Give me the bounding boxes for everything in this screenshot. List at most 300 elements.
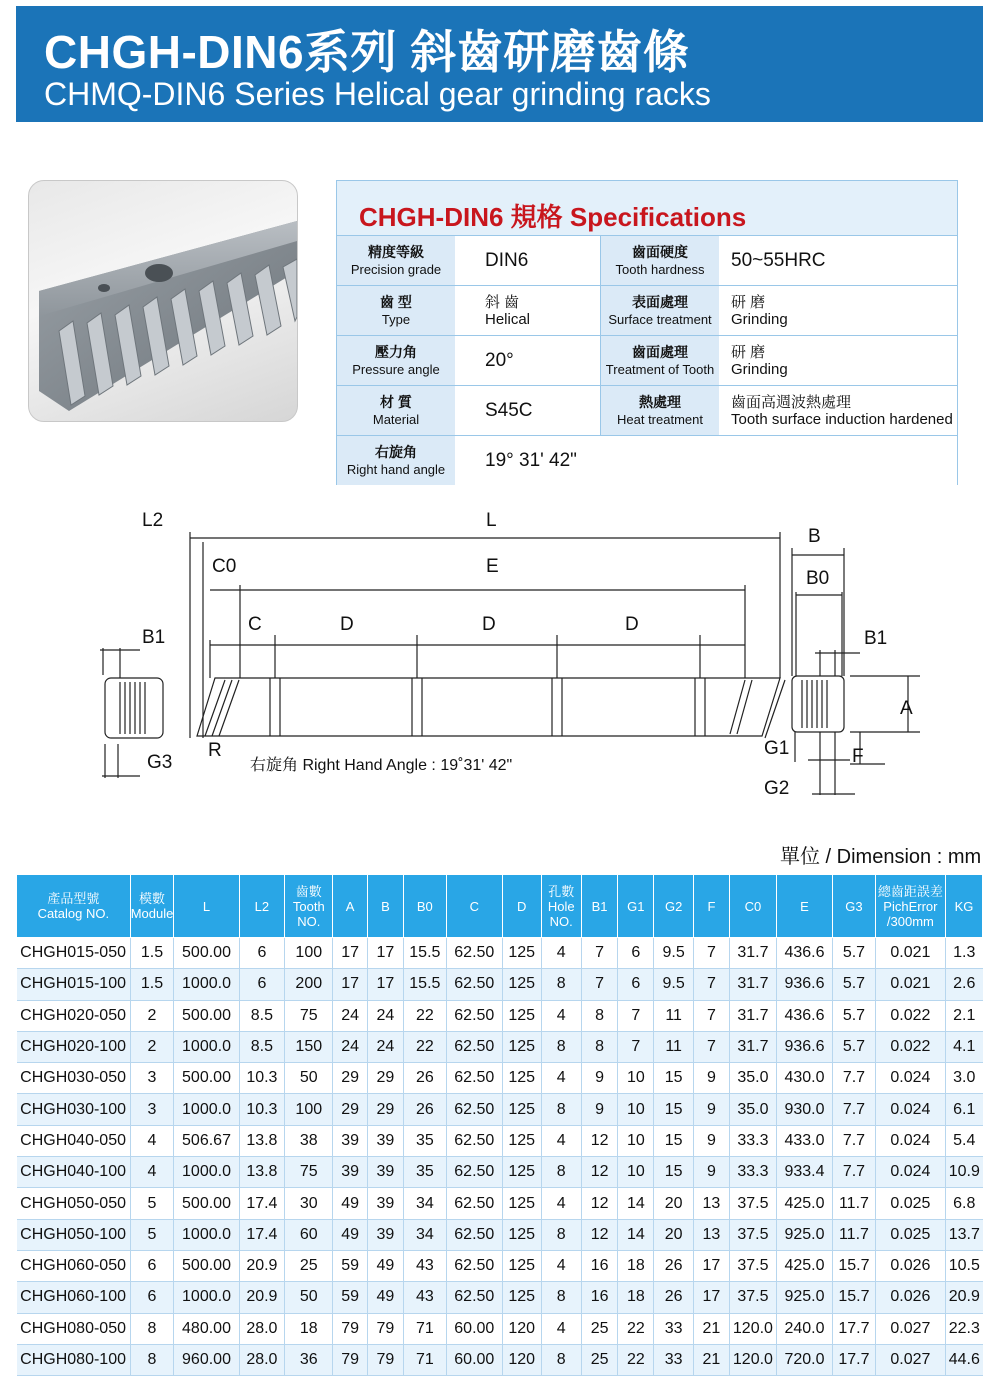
spec-label-en: Treatment of Tooth bbox=[605, 361, 715, 377]
table-cell: 22.3 bbox=[946, 1313, 983, 1344]
table-cell: 1000.0 bbox=[174, 1282, 239, 1313]
table-cell: 9 bbox=[693, 1125, 729, 1156]
table-cell: 1.3 bbox=[946, 938, 983, 969]
dim-label-l: L bbox=[486, 510, 497, 531]
table-row bbox=[17, 1282, 983, 1313]
table-cell: 7 bbox=[693, 1031, 729, 1062]
table-cell: 10.5 bbox=[946, 1250, 983, 1281]
table-cell: 925.0 bbox=[776, 1282, 832, 1313]
table-cell: 12 bbox=[581, 1188, 617, 1219]
table-row bbox=[17, 969, 983, 1000]
table-cell: 2 bbox=[130, 1000, 174, 1031]
table-cell: 62.50 bbox=[446, 1157, 502, 1188]
spec-label-en: Type bbox=[381, 311, 411, 327]
catalog-number-cell: CHGH030-050 bbox=[17, 1063, 131, 1094]
table-cell: 34 bbox=[404, 1219, 447, 1250]
table-cell: 0.027 bbox=[875, 1313, 945, 1344]
table-cell: 3 bbox=[130, 1063, 174, 1094]
table-cell: 10 bbox=[618, 1125, 654, 1156]
table-cell: 37.5 bbox=[730, 1219, 777, 1250]
table-cell: 29 bbox=[367, 1094, 403, 1125]
table-cell: 35.0 bbox=[730, 1063, 777, 1094]
table-cell: 933.4 bbox=[776, 1157, 832, 1188]
table-cell: 13.8 bbox=[239, 1157, 284, 1188]
table-cell: 8.5 bbox=[239, 1031, 284, 1062]
table-cell: 34 bbox=[404, 1188, 447, 1219]
table-cell: 10 bbox=[618, 1063, 654, 1094]
table-cell: 4 bbox=[541, 1000, 581, 1031]
table-cell: 0.024 bbox=[875, 1157, 945, 1188]
table-cell: 436.6 bbox=[776, 1000, 832, 1031]
table-cell: 14 bbox=[618, 1219, 654, 1250]
table-cell: 26 bbox=[404, 1094, 447, 1125]
dim-label-c: C bbox=[248, 614, 262, 635]
table-cell: 22 bbox=[618, 1344, 654, 1375]
table-cell: 21 bbox=[693, 1313, 729, 1344]
table-cell: 17.7 bbox=[833, 1344, 876, 1375]
table-cell: 0.027 bbox=[875, 1344, 945, 1375]
spec-label: 壓力角 bbox=[375, 343, 417, 360]
catalog-number-cell: CHGH015-100 bbox=[17, 969, 131, 1000]
spec-row bbox=[337, 386, 957, 436]
table-cell: 39 bbox=[333, 1125, 367, 1156]
spec-label: 齒面硬度 bbox=[632, 243, 688, 260]
dim-label-g2: G2 bbox=[764, 778, 790, 799]
table-cell: 960.00 bbox=[174, 1344, 239, 1375]
dimension-table bbox=[16, 874, 983, 1376]
table-cell: 125 bbox=[502, 1000, 541, 1031]
table-cell: 10 bbox=[618, 1157, 654, 1188]
column-header: C0 bbox=[730, 875, 777, 938]
column-header: 總齒距誤差 PichError /300mm bbox=[875, 875, 945, 938]
table-cell: 6.1 bbox=[946, 1094, 983, 1125]
column-header: 產品型號 Catalog NO. bbox=[17, 875, 131, 938]
spec-value: 50~55HRC bbox=[719, 236, 957, 286]
table-cell: 125 bbox=[502, 1031, 541, 1062]
table-cell: 3 bbox=[130, 1094, 174, 1125]
page-header bbox=[16, 6, 983, 122]
table-cell: 39 bbox=[367, 1188, 403, 1219]
table-cell: 12 bbox=[581, 1125, 617, 1156]
dim-label-a: A bbox=[900, 698, 913, 719]
table-cell: 62.50 bbox=[446, 1125, 502, 1156]
table-cell: 6 bbox=[618, 938, 654, 969]
table-cell: 29 bbox=[367, 1063, 403, 1094]
table-cell: 62.50 bbox=[446, 1063, 502, 1094]
table-cell: 15.5 bbox=[404, 969, 447, 1000]
spec-value: 斜 齒 bbox=[485, 293, 520, 311]
column-header: G2 bbox=[654, 875, 693, 938]
column-header: G1 bbox=[618, 875, 654, 938]
dim-label-d: D bbox=[340, 614, 354, 635]
spec-label: 右旋角 bbox=[375, 443, 417, 460]
page-subtitle: CHMQ-DIN6 Series Helical gear grinding racks bbox=[44, 76, 711, 112]
column-header: F bbox=[693, 875, 729, 938]
table-cell: 22 bbox=[404, 1031, 447, 1062]
table-cell: 15 bbox=[654, 1063, 693, 1094]
table-cell: 7 bbox=[693, 1000, 729, 1031]
table-cell: 125 bbox=[502, 1219, 541, 1250]
table-cell: 425.0 bbox=[776, 1188, 832, 1219]
table-cell: 125 bbox=[502, 1157, 541, 1188]
specifications-panel bbox=[336, 180, 958, 485]
table-cell: 36 bbox=[285, 1344, 333, 1375]
table-cell: 1000.0 bbox=[174, 1031, 239, 1062]
catalog-number-cell: CHGH080-100 bbox=[17, 1344, 131, 1375]
table-cell: 7.7 bbox=[833, 1063, 876, 1094]
table-cell: 0.022 bbox=[875, 1000, 945, 1031]
column-header: E bbox=[776, 875, 832, 938]
table-cell: 9 bbox=[693, 1094, 729, 1125]
table-cell: 71 bbox=[404, 1313, 447, 1344]
table-cell: 0.024 bbox=[875, 1125, 945, 1156]
table-cell: 62.50 bbox=[446, 969, 502, 1000]
rack-dimension-drawing bbox=[90, 500, 990, 810]
unit-note: 單位 / Dimension : mm bbox=[780, 846, 982, 868]
table-cell: 0.026 bbox=[875, 1282, 945, 1313]
dim-label-l2: L2 bbox=[142, 510, 164, 531]
dim-label-b1: B1 bbox=[142, 627, 166, 648]
table-cell: 12 bbox=[581, 1219, 617, 1250]
table-cell: 49 bbox=[367, 1282, 403, 1313]
table-row bbox=[17, 1031, 983, 1062]
table-cell: 20 bbox=[654, 1219, 693, 1250]
table-cell: 60.00 bbox=[446, 1313, 502, 1344]
catalog-number-cell: CHGH080-050 bbox=[17, 1313, 131, 1344]
catalog-number-cell: CHGH040-050 bbox=[17, 1125, 131, 1156]
dim-label-f: F bbox=[852, 746, 864, 767]
table-cell: 8 bbox=[130, 1313, 174, 1344]
table-cell: 8.5 bbox=[239, 1000, 284, 1031]
specifications-title: CHGH-DIN6 規格 Specifications bbox=[359, 202, 747, 232]
table-cell: 26 bbox=[654, 1250, 693, 1281]
table-cell: 43 bbox=[404, 1282, 447, 1313]
table-cell: 79 bbox=[333, 1313, 367, 1344]
column-header: 齒數 Tooth NO. bbox=[285, 875, 333, 938]
specifications-table bbox=[337, 235, 957, 485]
table-cell: 33.3 bbox=[730, 1125, 777, 1156]
spec-value: DIN6 bbox=[455, 236, 601, 286]
page-title: CHGH-DIN6系列 斜齒研磨齒條 bbox=[44, 26, 690, 78]
table-cell: 1.5 bbox=[130, 938, 174, 969]
catalog-number-cell: CHGH030-100 bbox=[17, 1094, 131, 1125]
spec-label: 表面處理 bbox=[632, 293, 688, 310]
table-cell: 500.00 bbox=[174, 938, 239, 969]
table-cell: 6 bbox=[239, 969, 284, 1000]
column-header: KG bbox=[946, 875, 983, 938]
table-cell: 125 bbox=[502, 1094, 541, 1125]
table-cell: 2 bbox=[130, 1031, 174, 1062]
table-cell: 1000.0 bbox=[174, 1157, 239, 1188]
column-header: G3 bbox=[833, 875, 876, 938]
table-cell: 500.00 bbox=[174, 1000, 239, 1031]
table-cell: 4 bbox=[130, 1157, 174, 1188]
table-cell: 120 bbox=[502, 1344, 541, 1375]
table-cell: 14 bbox=[618, 1188, 654, 1219]
spec-label-en: Surface treatment bbox=[608, 311, 712, 327]
table-cell: 6 bbox=[618, 969, 654, 1000]
table-cell: 9 bbox=[693, 1063, 729, 1094]
table-cell: 43 bbox=[404, 1250, 447, 1281]
dim-label-g3: G3 bbox=[147, 752, 173, 773]
table-cell: 71 bbox=[404, 1344, 447, 1375]
spec-label: 材 質 bbox=[380, 393, 412, 410]
dim-label-e: E bbox=[486, 556, 499, 577]
table-cell: 4 bbox=[541, 938, 581, 969]
column-header: C bbox=[446, 875, 502, 938]
table-cell: 5.4 bbox=[946, 1125, 983, 1156]
table-cell: 5.7 bbox=[833, 1031, 876, 1062]
table-cell: 480.00 bbox=[174, 1313, 239, 1344]
table-cell: 4 bbox=[541, 1063, 581, 1094]
table-cell: 120.0 bbox=[730, 1313, 777, 1344]
spec-value: 20° bbox=[455, 336, 601, 386]
table-cell: 16 bbox=[581, 1250, 617, 1281]
table-cell: 9 bbox=[581, 1094, 617, 1125]
spec-row bbox=[337, 336, 957, 386]
table-cell: 24 bbox=[367, 1000, 403, 1031]
dim-label-c0: C0 bbox=[212, 556, 237, 577]
table-cell: 28.0 bbox=[239, 1313, 284, 1344]
table-cell: 33 bbox=[654, 1313, 693, 1344]
table-cell: 26 bbox=[404, 1063, 447, 1094]
table-cell: 31.7 bbox=[730, 969, 777, 1000]
table-cell: 17 bbox=[367, 938, 403, 969]
table-cell: 436.6 bbox=[776, 938, 832, 969]
dim-label-b1: B1 bbox=[864, 628, 888, 649]
spec-value: 研 磨 bbox=[731, 293, 766, 311]
catalog-number-cell: CHGH060-050 bbox=[17, 1250, 131, 1281]
table-cell: 33 bbox=[654, 1344, 693, 1375]
table-cell: 39 bbox=[367, 1125, 403, 1156]
table-cell: 24 bbox=[333, 1031, 367, 1062]
table-cell: 28.0 bbox=[239, 1344, 284, 1375]
table-cell: 50 bbox=[285, 1063, 333, 1094]
table-cell: 3.0 bbox=[946, 1063, 983, 1094]
table-cell: 39 bbox=[367, 1157, 403, 1188]
spec-value-en: Grinding bbox=[731, 360, 788, 378]
catalog-number-cell: CHGH050-100 bbox=[17, 1219, 131, 1250]
table-cell: 4 bbox=[541, 1250, 581, 1281]
column-header: A bbox=[333, 875, 367, 938]
catalog-number-cell: CHGH060-100 bbox=[17, 1282, 131, 1313]
table-cell: 62.50 bbox=[446, 1188, 502, 1219]
table-cell: 13.8 bbox=[239, 1125, 284, 1156]
table-cell: 0.026 bbox=[875, 1250, 945, 1281]
table-cell: 8 bbox=[130, 1344, 174, 1375]
table-cell: 7.7 bbox=[833, 1125, 876, 1156]
table-cell: 79 bbox=[333, 1344, 367, 1375]
column-header: D bbox=[502, 875, 541, 938]
table-cell: 15.5 bbox=[404, 938, 447, 969]
table-cell: 240.0 bbox=[776, 1313, 832, 1344]
spec-label-en: Pressure angle bbox=[352, 361, 440, 377]
table-cell: 25 bbox=[285, 1250, 333, 1281]
table-cell: 4 bbox=[130, 1125, 174, 1156]
table-cell: 7.7 bbox=[833, 1094, 876, 1125]
table-cell: 4 bbox=[541, 1188, 581, 1219]
table-cell: 49 bbox=[333, 1188, 367, 1219]
table-cell: 1000.0 bbox=[174, 969, 239, 1000]
column-header: B bbox=[367, 875, 403, 938]
table-cell: 44.6 bbox=[946, 1344, 983, 1375]
spec-label-en: Material bbox=[372, 411, 420, 427]
table-cell: 125 bbox=[502, 1063, 541, 1094]
catalog-number-cell: CHGH020-050 bbox=[17, 1000, 131, 1031]
table-cell: 62.50 bbox=[446, 1219, 502, 1250]
table-cell: 100 bbox=[285, 938, 333, 969]
table-row bbox=[17, 1125, 983, 1156]
table-cell: 24 bbox=[367, 1031, 403, 1062]
spec-label: 熱處理 bbox=[639, 393, 681, 410]
spec-value-en: Tooth surface induction hardened bbox=[731, 410, 953, 428]
spec-row bbox=[337, 286, 957, 336]
table-cell: 936.6 bbox=[776, 969, 832, 1000]
table-cell: 8 bbox=[541, 1344, 581, 1375]
table-cell: 29 bbox=[333, 1094, 367, 1125]
table-row bbox=[17, 1063, 983, 1094]
table-row bbox=[17, 1157, 983, 1188]
table-cell: 38 bbox=[285, 1125, 333, 1156]
table-row bbox=[17, 1313, 983, 1344]
table-cell: 20.9 bbox=[239, 1250, 284, 1281]
table-cell: 125 bbox=[502, 1250, 541, 1281]
table-cell: 17 bbox=[367, 969, 403, 1000]
catalog-number-cell: CHGH040-100 bbox=[17, 1157, 131, 1188]
table-cell: 37.5 bbox=[730, 1188, 777, 1219]
table-cell: 15 bbox=[654, 1094, 693, 1125]
table-cell: 31.7 bbox=[730, 1031, 777, 1062]
table-cell: 7 bbox=[693, 938, 729, 969]
table-cell: 62.50 bbox=[446, 1031, 502, 1062]
table-cell: 125 bbox=[502, 1125, 541, 1156]
table-cell: 30 bbox=[285, 1188, 333, 1219]
table-row bbox=[17, 1188, 983, 1219]
table-cell: 11.7 bbox=[833, 1219, 876, 1250]
table-cell: 60 bbox=[285, 1219, 333, 1250]
table-row bbox=[17, 1219, 983, 1250]
dim-label-d: D bbox=[482, 614, 496, 635]
table-cell: 59 bbox=[333, 1250, 367, 1281]
table-cell: 17 bbox=[693, 1282, 729, 1313]
table-cell: 0.024 bbox=[875, 1094, 945, 1125]
table-cell: 8 bbox=[541, 1031, 581, 1062]
table-cell: 4.1 bbox=[946, 1031, 983, 1062]
dim-label-g1: G1 bbox=[764, 738, 790, 759]
table-cell: 11.7 bbox=[833, 1188, 876, 1219]
spec-label: 齒面處理 bbox=[632, 343, 688, 360]
table-cell: 33.3 bbox=[730, 1157, 777, 1188]
table-cell: 5.7 bbox=[833, 1000, 876, 1031]
table-cell: 125 bbox=[502, 1282, 541, 1313]
spec-label: 精度等級 bbox=[368, 243, 424, 260]
table-cell: 125 bbox=[502, 1188, 541, 1219]
table-body bbox=[17, 938, 983, 1376]
table-cell: 1000.0 bbox=[174, 1094, 239, 1125]
table-cell: 25 bbox=[581, 1313, 617, 1344]
table-cell: 18 bbox=[285, 1313, 333, 1344]
table-cell: 506.67 bbox=[174, 1125, 239, 1156]
table-cell: 31.7 bbox=[730, 938, 777, 969]
table-cell: 13.7 bbox=[946, 1219, 983, 1250]
table-cell: 930.0 bbox=[776, 1094, 832, 1125]
table-cell: 22 bbox=[404, 1000, 447, 1031]
spec-label-en: Tooth hardness bbox=[615, 261, 705, 277]
table-cell: 25 bbox=[581, 1344, 617, 1375]
table-cell: 6.8 bbox=[946, 1188, 983, 1219]
table-cell: 17 bbox=[693, 1250, 729, 1281]
table-cell: 10.3 bbox=[239, 1063, 284, 1094]
table-cell: 7.7 bbox=[833, 1157, 876, 1188]
table-cell: 62.50 bbox=[446, 1282, 502, 1313]
table-cell: 9.5 bbox=[654, 938, 693, 969]
table-cell: 8 bbox=[541, 1157, 581, 1188]
table-cell: 0.024 bbox=[875, 1063, 945, 1094]
table-cell: 0.021 bbox=[875, 938, 945, 969]
table-cell: 31.7 bbox=[730, 1000, 777, 1031]
table-cell: 50 bbox=[285, 1282, 333, 1313]
catalog-number-cell: CHGH020-100 bbox=[17, 1031, 131, 1062]
table-cell: 8 bbox=[541, 1282, 581, 1313]
table-cell: 35 bbox=[404, 1157, 447, 1188]
table-row bbox=[17, 938, 983, 969]
table-cell: 8 bbox=[541, 969, 581, 1000]
table-cell: 9 bbox=[693, 1157, 729, 1188]
table-cell: 7 bbox=[581, 969, 617, 1000]
table-cell: 16 bbox=[581, 1282, 617, 1313]
table-cell: 2.1 bbox=[946, 1000, 983, 1031]
table-row bbox=[17, 1344, 983, 1375]
table-cell: 20.9 bbox=[946, 1282, 983, 1313]
table-cell: 62.50 bbox=[446, 1000, 502, 1031]
table-row bbox=[17, 1094, 983, 1125]
right-hand-angle-note: 右旋角 Right Hand Angle : 19˚31' 42" bbox=[250, 757, 513, 774]
column-header: L2 bbox=[239, 875, 284, 938]
catalog-number-cell: CHGH050-050 bbox=[17, 1188, 131, 1219]
table-cell: 39 bbox=[333, 1157, 367, 1188]
table-cell: 5.7 bbox=[833, 969, 876, 1000]
table-cell: 79 bbox=[367, 1313, 403, 1344]
table-cell: 62.50 bbox=[446, 1094, 502, 1125]
table-cell: 500.00 bbox=[174, 1250, 239, 1281]
table-cell: 936.6 bbox=[776, 1031, 832, 1062]
table-cell: 75 bbox=[285, 1157, 333, 1188]
table-cell: 39 bbox=[367, 1219, 403, 1250]
table-cell: 20 bbox=[654, 1188, 693, 1219]
table-cell: 13 bbox=[693, 1188, 729, 1219]
column-header: 孔數 Hole NO. bbox=[541, 875, 581, 938]
table-cell: 35.0 bbox=[730, 1094, 777, 1125]
table-cell: 22 bbox=[618, 1313, 654, 1344]
table-cell: 2.6 bbox=[946, 969, 983, 1000]
table-cell: 37.5 bbox=[730, 1250, 777, 1281]
table-cell: 17.7 bbox=[833, 1313, 876, 1344]
table-cell: 49 bbox=[333, 1219, 367, 1250]
table-cell: 150 bbox=[285, 1031, 333, 1062]
dim-label-d: D bbox=[625, 614, 639, 635]
table-cell: 4 bbox=[541, 1313, 581, 1344]
table-cell: 49 bbox=[367, 1250, 403, 1281]
table-header-row bbox=[17, 875, 983, 938]
dim-label-b: B bbox=[808, 526, 821, 547]
table-cell: 18 bbox=[618, 1282, 654, 1313]
table-cell: 5.7 bbox=[833, 938, 876, 969]
table-cell: 1000.0 bbox=[174, 1219, 239, 1250]
table-cell: 15 bbox=[654, 1157, 693, 1188]
table-cell: 433.0 bbox=[776, 1125, 832, 1156]
table-cell: 79 bbox=[367, 1344, 403, 1375]
table-cell: 0.022 bbox=[875, 1031, 945, 1062]
